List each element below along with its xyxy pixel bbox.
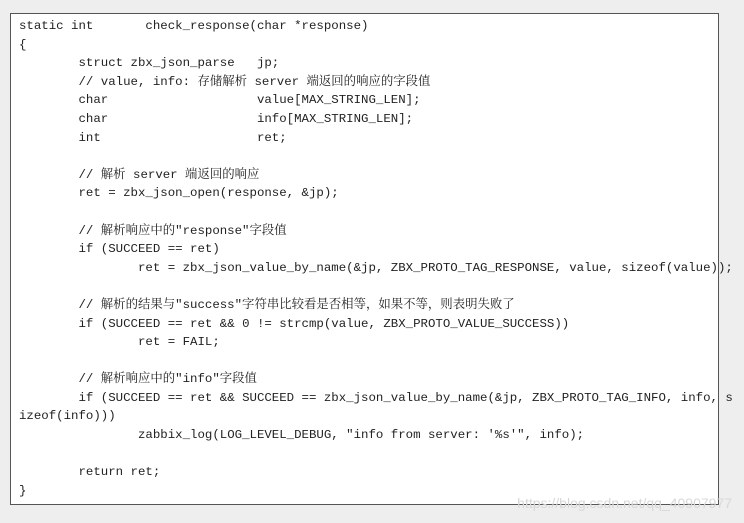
code-line: ret = FAIL; xyxy=(19,335,220,350)
code-line xyxy=(19,445,718,464)
code-line: char info[MAX_STRING_LEN]; xyxy=(19,111,414,126)
code-line xyxy=(19,277,718,296)
code-line: return ret; xyxy=(19,465,161,480)
code-line xyxy=(19,147,718,166)
code-line: ret = zbx_json_value_by_name(&jp, ZBX_PROTO_TAG_RESPONSE, value, sizeof(value)); xyxy=(19,260,733,275)
code-line xyxy=(19,203,718,222)
code-line: char value[MAX_STRING_LEN]; xyxy=(19,93,421,108)
code-line: { xyxy=(19,37,27,52)
code-line: // 解析响应中的"response"字段值 xyxy=(19,223,287,238)
code-lines xyxy=(19,17,733,500)
code-line: struct zbx_json_parse jp; xyxy=(19,56,280,71)
code-line: } xyxy=(19,483,27,498)
code-line: izeof(info))) xyxy=(19,409,116,424)
code-line: int ret; xyxy=(19,130,287,145)
code-line: // 解析 server 端返回的响应 xyxy=(19,167,260,182)
watermark-url: https://blog.csdn.net/qq_40907977 xyxy=(517,495,732,511)
code-line: if (SUCCEED == ret && SUCCEED == zbx_json_value_by_name(&jp, ZBX_PROTO_TAG_INFO, info, s xyxy=(19,390,733,405)
code-line: // value, info: 存储解析 server 端返回的响应的字段值 xyxy=(19,74,431,89)
code-line: zabbix_log(LOG_LEVEL_DEBUG, "info from server: '%s'", info); xyxy=(19,428,585,443)
code-line: if (SUCCEED == ret) xyxy=(19,242,220,257)
code-line: // 解析响应中的"info"字段值 xyxy=(19,372,257,387)
code-line: ret = zbx_json_open(response, &jp); xyxy=(19,186,339,201)
code-line: if (SUCCEED == ret && 0 != strcmp(value, ZBX_PROTO_VALUE_SUCCESS)) xyxy=(19,316,570,331)
code-line: // 解析的结果与"success"字符串比较看是否相等，如果不等，则表明失败了 xyxy=(19,297,515,312)
code-line: static int check_response(char *response) xyxy=(19,19,369,33)
code-line xyxy=(19,352,718,371)
code-block xyxy=(10,13,733,505)
